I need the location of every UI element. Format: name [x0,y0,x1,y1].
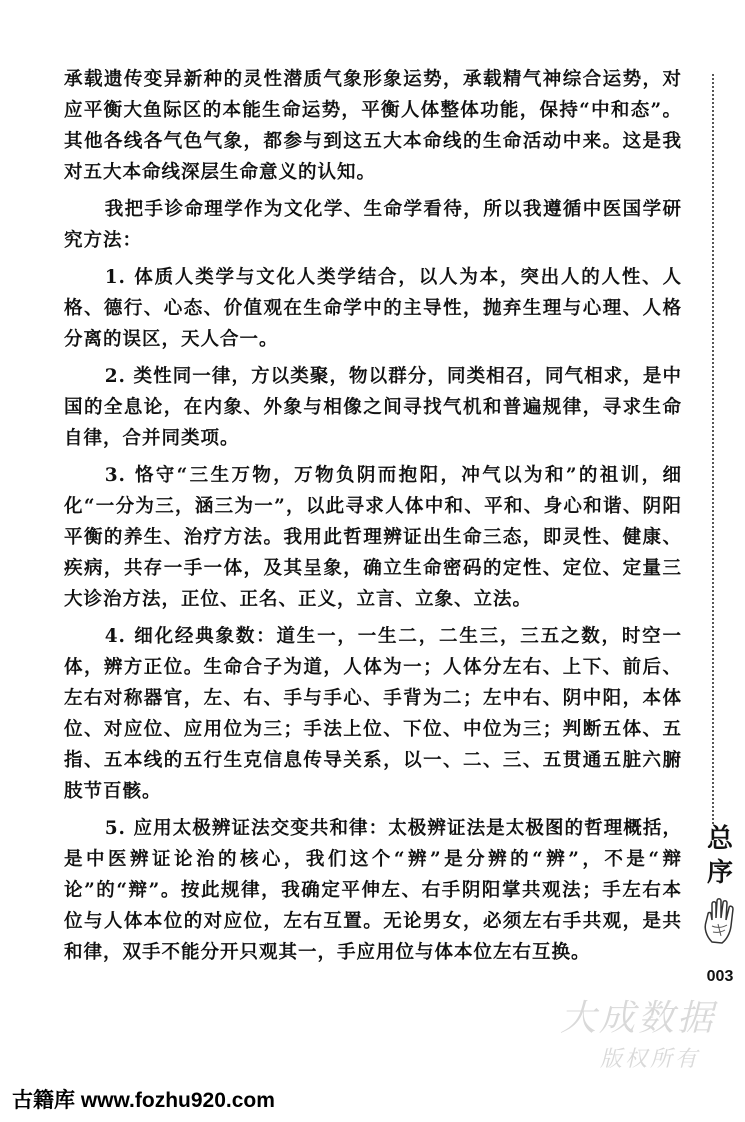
watermark-rights: 版权所有 [600,1047,701,1072]
section-title [700,822,740,890]
paragraph-method-intro: 我把手诊命理学作为文化学、生命学看待，所以我遵循中医国学研究方法： [64,199,682,251]
section-title-char-1: 总 [706,824,733,854]
paragraph-item-3: 3. 恪守“三生万物，万物负阴而抱阳，冲气以为和”的祖训，细化“一分为三，涵三为一”，以此寻求人体中和、平和、身心和谐、阴阳平衡的养生、治疗方法。我用此哲理辨证出生命三态，即灵性、健康、疾病，共存一手一体，及其呈象，确立生命密码的定性、定位、定量三大诊治方法，正位、正名、正义，立言、立象、立法。 [64,465,682,610]
main-text [64,64,682,974]
paragraph-item-4: 4. 细化经典象数：道生一，一生二，二生三，三五之数，时空一体，辨方正位。生命合子为道，人体为一；人体分左右、上下、前后、左右对称器官，左、右、手与手心、手背为二；左中右、阴中阳，本体位、对应位、应用位为三；手法上位、下位、中位为三；判断五体、五指、五本线的五行生克信息传导关系，以一、二、三、五贯通五脏六腑肢节百骸。 [64,626,682,802]
paragraph-item-2: 2. 类性同一律，方以类聚，物以群分，同类相召，同气相求，是中国的全息论，在内象、外象与相像之间寻找气机和普遍规律，寻求生命自律，合并同类项。 [64,366,682,449]
paragraph-continued: 承载遗传变异新种的灵性潜质气象形象运势，承载精气神综合运势，对应平衡大鱼际区的本能生命运势，平衡人体整体功能，保持“中和态”。其他各线各气色气象，都参与到这五大本命线的生命活动中来。这是我对五大本命线深层生命意义的认知。 [64,69,682,183]
paragraph-item-5: 5. 应用太极辨证法交变共和律：太极辨证法是太极图的哲理概括，是中医辨证论治的核心，我们这个“辨”是分辨的“辨”，不是“辩论”的“辩”。按此规律，我确定平伸左、右手阴阳掌共观法；手左右本位与人体本位的对应位，左右互置。无论男女，必须左右手共观，是共和律，双手不能分开只观其一，手应用位与体本位左右互换。 [64,818,682,963]
margin-dotted-rule [712,74,714,824]
paragraph-item-1: 1. 体质人类学与文化人类学结合，以人为本，突出人的人性、人格、德行、心态、价值观在生命学中的主导性，抛弃生理与心理、人格分离的误区，天人合一。 [64,267,682,350]
watermark-brand: 大成数据 [560,998,717,1039]
footer-site-banner: 古籍库 www.fozhu920.com [12,1089,275,1112]
section-title-char-2: 序 [706,858,733,888]
palm-hand-icon [700,896,740,946]
page-number: 003 [706,968,734,985]
